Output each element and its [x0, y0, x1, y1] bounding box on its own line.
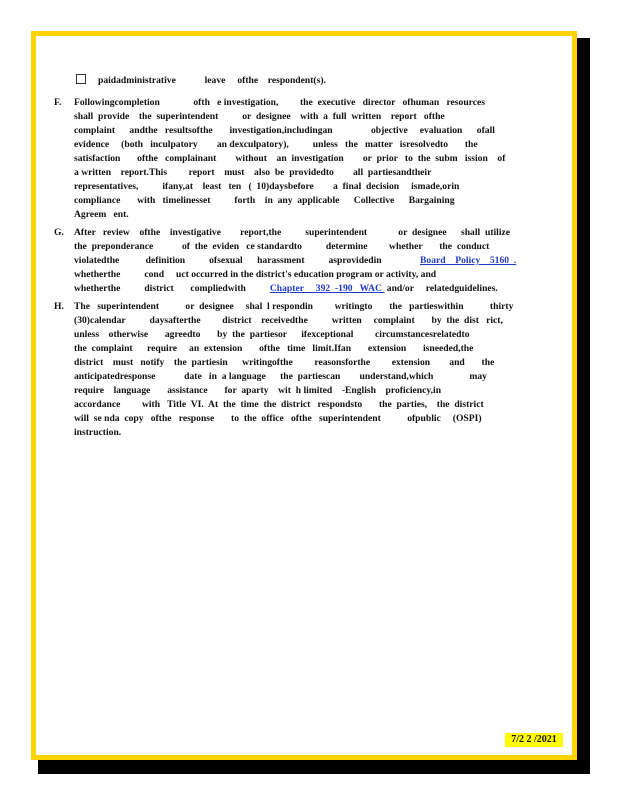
paragraph-label: G.	[54, 227, 64, 238]
text-line: representatives, ifany,at least ten ( 10)daysbefore a final decision ismade,orin	[74, 181, 460, 192]
text-line: a written report.This report must also be providedto all partiesandtheir	[74, 167, 432, 178]
chapter-wac-link[interactable]: Chapter 392 -190 WAC	[269, 283, 385, 294]
text-segment: and/or relatedguidelines.	[384, 283, 498, 294]
text-segment: whetherthe district compliedwith	[74, 283, 246, 294]
footer-date: 7/2 2 /2021	[505, 733, 563, 747]
text-line: district must notify the partiesin writingofthe reasonsforthe extension and the	[74, 357, 495, 368]
text-line: instruction.	[74, 427, 122, 438]
square-bullet-icon	[76, 74, 86, 84]
paragraph-label: H.	[54, 301, 64, 312]
text-line: shall provide the superintendent or designee with a full written report ofthe	[74, 111, 445, 122]
text-line: the preponderance of the eviden ce standardto determine whether the conduct	[74, 241, 490, 252]
text-line: The superintendent or designee shal l respondin writingto the partieswithin thirty	[74, 301, 514, 312]
text-line: evidence (both inculpatory an dexculpatory), unless the matter isresolvedto the	[74, 139, 478, 150]
text-line: require language assistance for aparty wit h limited -English proficiency,in	[74, 385, 442, 396]
board-policy-link[interactable]: Board Policy 5160 .	[420, 255, 517, 266]
text-line: whetherthe cond uct occurred in the district's education program or activity, and	[74, 269, 437, 280]
text-line: (30)calendar daysafterthe district receivedthe written complaint by the dist rict,	[74, 315, 503, 326]
text-line: satisfaction ofthe complainant without an investigation or prior to the subm ission of	[74, 153, 506, 164]
paragraph-body	[74, 300, 550, 440]
text-line: Agreem ent.	[74, 209, 129, 220]
text-segment: violatedthe definition ofsexual harassment asprovidedin	[74, 255, 382, 266]
text-line: the complaint require an extension ofthe time limit.Ifan extension isneeded,the	[74, 343, 474, 354]
paragraph-body	[74, 226, 550, 296]
text-line	[74, 254, 550, 268]
document-page	[31, 31, 577, 760]
text-line: anticipatedresponse date in a language the partiescan understand,which may	[74, 371, 487, 382]
bullet-item	[76, 74, 326, 88]
text-line: complaint andthe resultsofthe investigation,includingan objective evaluation ofall	[74, 125, 495, 136]
text-line	[74, 282, 550, 296]
paragraph-body	[74, 96, 550, 222]
bullet-text: paidadministrative leave ofthe respondent(s).	[98, 75, 326, 86]
text-line: accordance with Title VI. At the time the district respondsto the parties, the district	[74, 399, 484, 410]
text-line: Followingcompletion ofth e investigation, the executive director ofhuman resources	[74, 97, 485, 108]
text-line: will se nda copy ofthe response to the office ofthe superintendent ofpublic (OSPI)	[74, 413, 482, 424]
text-line: unless otherwise agreedto by the partiesor ifexceptional circumstancesrelatedto	[74, 329, 470, 340]
paragraph-label: F.	[54, 97, 62, 108]
text-line: After review ofthe investigative report,the superintendent or designee shall utilize	[74, 227, 511, 238]
text-line: compliance with timelinesset forth in any applicable Collective Bargaining	[74, 195, 455, 206]
